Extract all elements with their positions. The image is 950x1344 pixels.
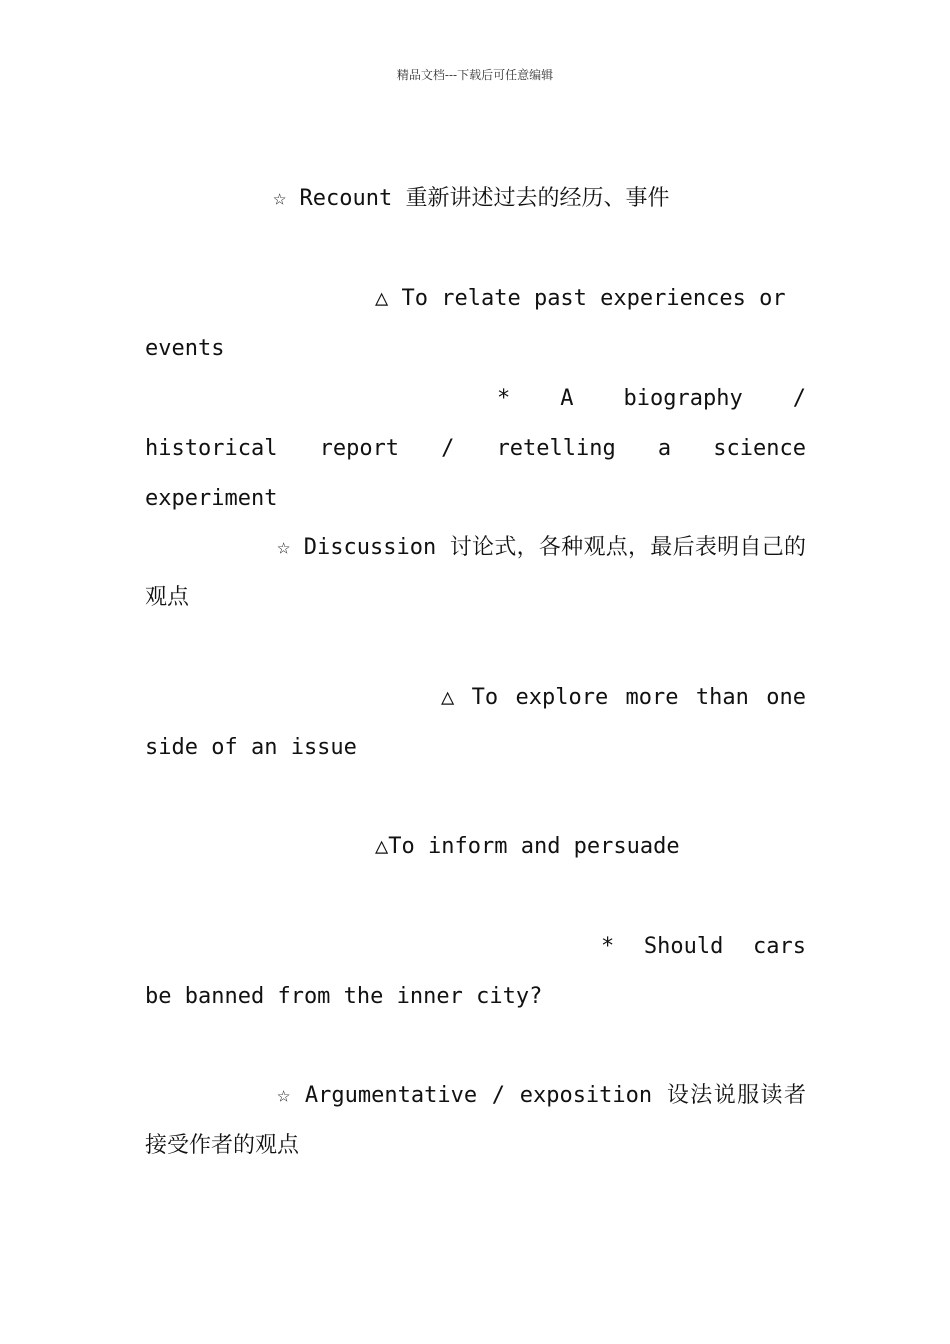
- paragraph-discussion-purpose: [145, 673, 806, 773]
- paragraph-text: A biography / historical report / retelling a science experiment: [145, 386, 806, 511]
- star-icon: ☆: [277, 535, 291, 560]
- paragraph-text: Argumentative / exposition 设法说服读者接受作者的观点: [145, 1083, 806, 1158]
- paragraph-text: To explore more than one side of an issue: [145, 685, 806, 760]
- star-icon: ☆: [273, 186, 287, 211]
- triangle-icon: △: [375, 834, 389, 859]
- triangle-icon: △: [441, 685, 455, 710]
- paragraph-text: Discussion 讨论式，各种观点，最后表明自己的观点: [145, 535, 806, 610]
- paragraph-argumentative: [145, 1071, 806, 1171]
- star-icon: ☆: [277, 1083, 291, 1108]
- paragraph-text: Should cars be banned from the inner city?: [145, 934, 806, 1009]
- page-header: 精品文档---下载后可任意编辑: [396, 68, 554, 82]
- paragraph-text: To relate past experiences or events: [145, 286, 786, 361]
- paragraph-recount: [145, 174, 806, 224]
- paragraph-recount-examples: [145, 374, 806, 524]
- paragraph-text: To inform and persuade: [388, 834, 680, 859]
- paragraph-discussion-example: [145, 922, 806, 1022]
- asterisk-icon: *: [601, 934, 615, 959]
- paragraph-recount-purpose: [145, 274, 806, 374]
- paragraph-discussion-purpose-2: [145, 822, 806, 872]
- triangle-icon: △: [375, 286, 389, 311]
- paragraph-text: Recount 重新讲述过去的经历、事件: [286, 186, 670, 211]
- paragraph-discussion: [145, 523, 806, 623]
- asterisk-icon: *: [497, 386, 511, 411]
